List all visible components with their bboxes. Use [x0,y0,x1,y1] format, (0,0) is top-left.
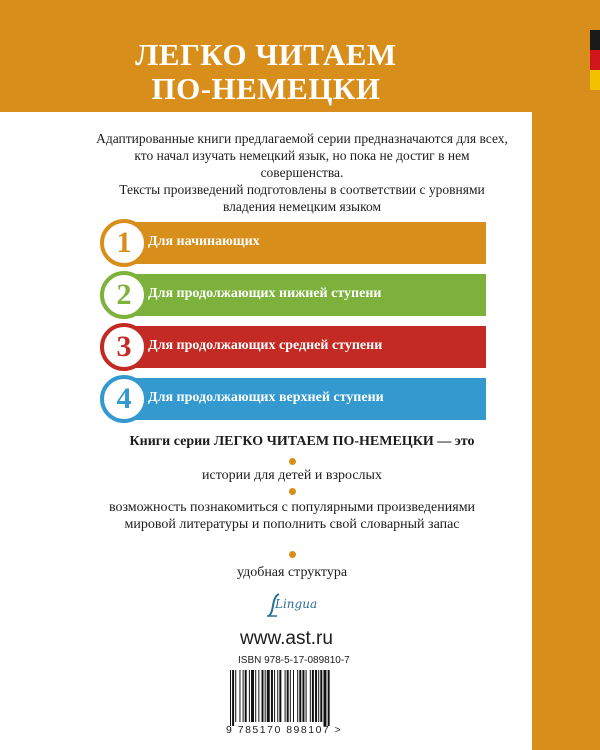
barcode-bar [277,670,278,722]
level-1 [100,222,486,264]
barcode-bar [320,670,322,722]
barcode-bar [318,670,319,722]
barcode-bar [265,670,266,722]
barcode-bar [279,670,281,722]
barcode-bar [306,670,307,722]
feature-item-2: возможность познакомиться с популярными произведениями мировой литературы и пополнить свой словарный запас [108,500,476,532]
level-4-label: Для продолжающих верхней ступени [148,390,384,405]
barcode-bar [290,670,291,722]
flag-stripe-red [590,50,600,70]
publisher-url: www.ast.ru [240,628,333,649]
bullet-dot-icon [289,488,296,495]
barcode-bar [315,670,317,722]
level-1-number: 1 [100,219,148,267]
intro-paragraph-1: Адаптированные книги предлагаемой серии предназначаются для всех, кто начал изучать немецкий язык, но пока не достиг в нем совершенства. [96,131,508,180]
barcode-bar [235,670,236,722]
barcode-icon [226,670,374,726]
intro-paragraph-2: Тексты произведений подготовлены в соответствии с уровнями владения немецким языком [119,182,485,214]
bullet-dot-icon [289,458,296,465]
flag-stripe-gold [590,70,600,90]
intro-text [92,130,512,215]
level-1-label: Для начинающих [148,234,260,249]
level-4 [100,378,486,420]
level-3-label: Для продолжающих средней ступени [148,338,383,353]
features-title: Книги серии ЛЕГКО ЧИТАЕМ ПО-НЕМЕЦКИ — это [129,434,475,449]
barcode-bar [285,670,286,722]
barcode-digits: 9 785170 898107 > [226,724,343,736]
barcode-bar [274,670,275,722]
barcode-bar [251,670,254,722]
isbn-number: ISBN 978-5-17-089810-7 [238,655,350,666]
barcode-bar [245,670,247,722]
barcode-bar [312,670,314,722]
barcode-bar [302,670,304,722]
barcode-bar [239,670,240,722]
level-3-number: 3 [100,323,148,371]
barcode-bar [299,670,301,722]
barcode-bar [297,670,298,722]
barcode-bar [262,670,264,722]
series-title [0,38,532,106]
barcode-bar [258,670,259,722]
barcode-bar [310,670,311,722]
feature-item-3: удобная структура [236,565,348,580]
barcode-bar [293,670,294,722]
barcode-bar [243,670,244,722]
level-2-number: 2 [100,271,148,319]
level-3 [100,326,486,368]
german-flag [590,30,600,90]
barcode-bar [255,670,256,722]
barcode-bar [267,670,270,722]
series-title-line2: ПО-НЕМЕЦКИ [151,71,381,106]
series-header [0,0,532,112]
series-title-line1: ЛЕГКО ЧИТАЕМ [135,37,397,72]
barcode-bar [328,670,330,726]
bullet-dot-icon [289,551,296,558]
barcode-bar [232,670,234,726]
flag-stripe-black [590,30,600,50]
level-2 [100,274,486,316]
barcode-bar [271,670,273,722]
barcode-bar [323,670,326,726]
book-spine [532,0,600,750]
level-2-label: Для продолжающих нижней ступени [148,286,382,301]
level-4-number: 4 [100,375,148,423]
barcode-bar [249,670,250,722]
barcode-bar [287,670,289,722]
feature-item-1: истории для детей и взрослых [202,468,382,483]
barcode-bar [230,670,231,726]
publisher-logo-text: Lingua [275,597,318,611]
